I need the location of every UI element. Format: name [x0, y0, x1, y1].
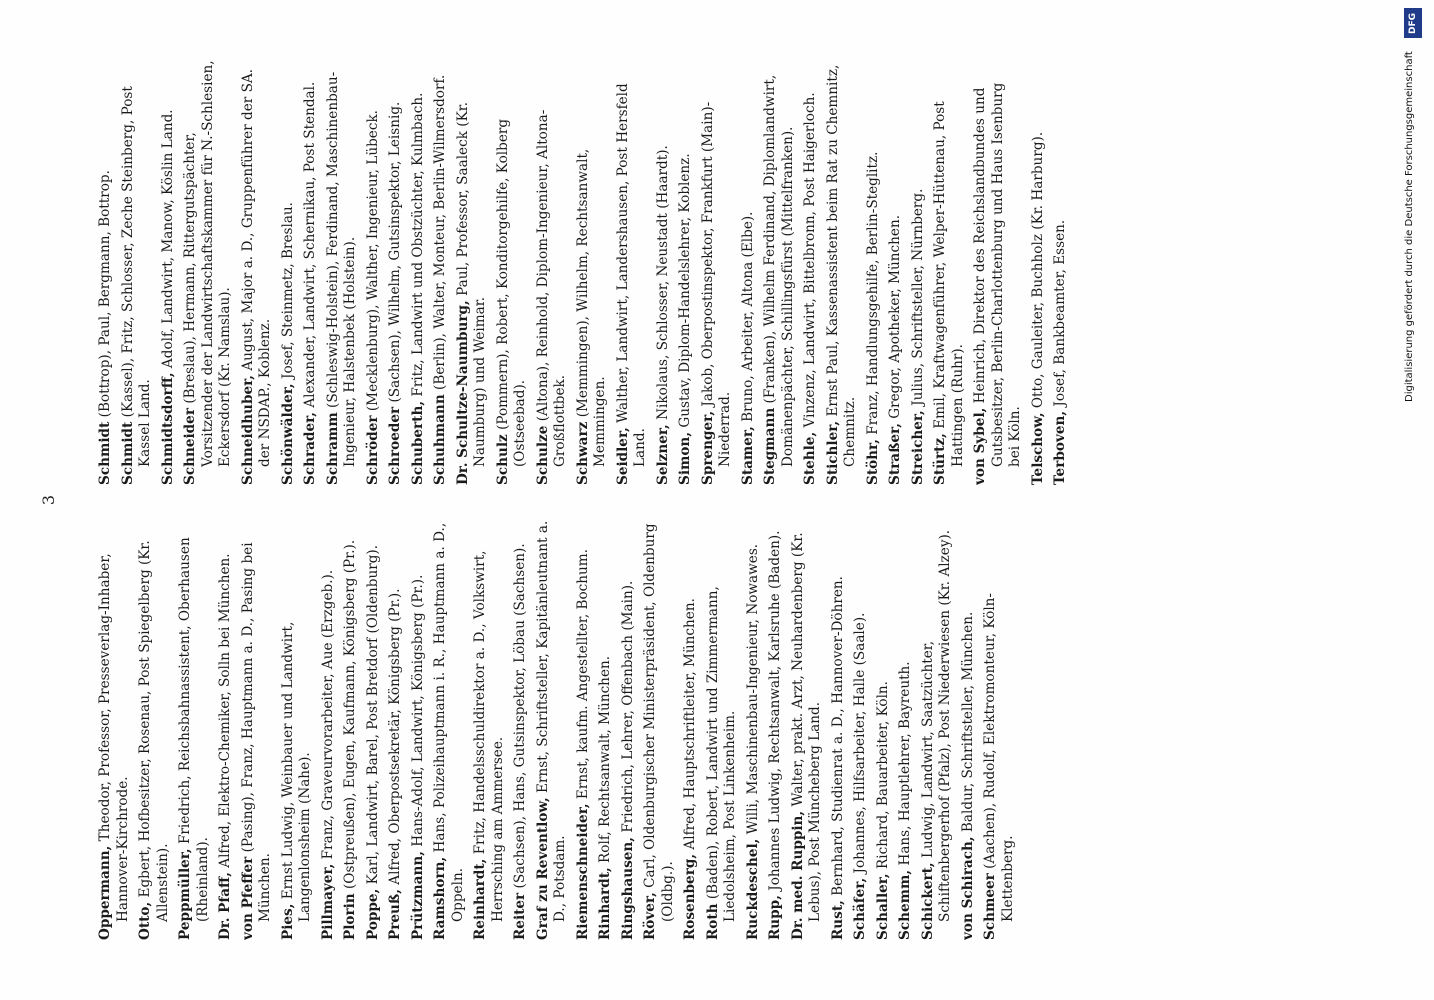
list-item [280, 60, 298, 485]
entry-details: (Sachsen), Hans, Gutsinspektor, Löbau (Sachsen). [512, 543, 528, 889]
entry-name: Ramshorn, [432, 856, 448, 940]
entry-name: Rinhardt, [597, 867, 613, 940]
list-item [342, 515, 360, 940]
entry-details: (Franken), Wilhelm Ferdinand, Diplomlandwirt, Domänenpächter, Schillingsfürst (Mittelfranken). [762, 74, 796, 467]
list-item [432, 515, 467, 940]
entry-name: Stöhr, [864, 439, 881, 485]
entry-details: (Pommern), Robert, Konditorgehilfe, Kolberg (Ostseebad). [494, 118, 528, 467]
list-item [280, 515, 315, 940]
entry-name: Reiter [512, 892, 528, 940]
list-item [767, 515, 785, 940]
entry-name: Dr. med. Ruppin, [789, 810, 806, 940]
list-item [982, 515, 1017, 940]
entry-details: Baldur, Schriftsteller, München. [959, 611, 976, 833]
entry-name: Stehle, [802, 431, 818, 485]
entry-columns [97, 60, 1357, 940]
entry-details: Johannes Ludwig, Rechtsanwalt, Karlsruhe (Baden). [767, 530, 783, 891]
entry-name: Plorin [342, 893, 358, 940]
entry-details: Friedrich, Lehrer, Offenbach (Main). [619, 580, 636, 833]
page-number: 3 [39, 494, 58, 506]
list-item [745, 515, 763, 940]
entry-details: Walther, Landwirt, Landershausen, Post Hersfeld Land. [614, 83, 648, 467]
entry-name: Schickert, [919, 862, 936, 940]
list-item [642, 515, 677, 940]
entry-details: Fritz, Landwirt und Obstzüchter, Kulmbach. [409, 92, 426, 397]
entry-name: Streicher, [909, 410, 926, 485]
column-left [97, 515, 1357, 940]
entry-details: Ernst Paul, Kassenassistent beim Rat zu Chemnitz, Chemnitz. [824, 64, 858, 467]
entry-details: Otto, Gauleiter, Buchholz (Kr. Harburg). [1029, 131, 1046, 409]
entry-details: Gregor, Apotheker, München. [887, 214, 903, 419]
entry-details: (Mecklenburg), Walther, Ingenieur, Lübeck. [364, 110, 381, 412]
list-item [97, 515, 132, 940]
entry-name: von Schirach, [959, 836, 976, 940]
entry-name: Preuß, [387, 889, 403, 940]
entry-name: Otto, [137, 901, 153, 940]
entry-name: Schaller, [874, 873, 891, 940]
entry-name: Stürtz, [932, 433, 948, 485]
list-item [830, 515, 848, 940]
entry-details: Egbert, Hofbesitzer, Rosenau, Post Spiegelberg (Kr. Allenstein). [137, 540, 171, 922]
entry-details: Karl, Landwirt, Barel, Post Bretdorf (Oldenburg). [364, 544, 381, 885]
entry-details: (Altona), Reinhold, Diplom-Ingenieur, Altona-Großflottbek. [534, 109, 568, 467]
entry-name: Schramm [324, 412, 341, 485]
column-right [97, 60, 1357, 485]
entry-name: Poppe, [364, 888, 381, 940]
entry-details: Alfred, Elektro-Chemiker, Solln bei München. [217, 553, 233, 868]
entry-details: Johannes, Hilfsarbeiter, Halle (Saale). [852, 612, 868, 874]
list-item [852, 515, 870, 940]
entry-name: Prützmann, [409, 851, 426, 940]
entry-name: Schulze [534, 425, 551, 485]
entry-name: Röver, [642, 892, 658, 940]
list-item [472, 515, 507, 940]
entry-name: Schemm, [897, 869, 913, 940]
entry-name: Graf zu Reventlow, [534, 797, 551, 940]
dfg-sidebar [1400, 8, 1426, 992]
entry-details: Adolf, Landwirt, Manow, Köslin Land. [159, 109, 176, 369]
list-item [240, 515, 275, 940]
entry-name: Rust, [829, 900, 846, 940]
list-item [825, 60, 860, 485]
entry-details: (Pasing), Franz, Hauptmann a. D., Pasing bei München. [239, 542, 273, 922]
list-item [705, 515, 740, 940]
list-item [387, 60, 405, 485]
list-item [615, 60, 650, 485]
entry-details: (Ostpreußen), Eugen, Kaufmann, Königsberg (Pr.). [342, 539, 358, 889]
entry-name: Stichler, [824, 420, 841, 485]
list-item [217, 515, 235, 940]
list-item [410, 515, 428, 940]
entry-details: Paul, Professor, Saaleck (Kr. Naumburg) und Weimar. [454, 101, 488, 467]
entry-name: Pillmayer, [319, 863, 336, 940]
entry-details: Julius, Schriftsteller, Nürnberg. [909, 188, 926, 406]
entry-name: Schulz [494, 434, 511, 485]
entry-details: Josef, Bankbeamter, Essen. [1052, 219, 1068, 407]
list-item [97, 60, 115, 485]
entry-name: Schneidhuber, [239, 374, 256, 485]
entry-details: Emil, Kraftwagenführer, Welper-Hüttenau, Post Hattingen (Ruhr). [932, 101, 966, 467]
list-item [897, 515, 915, 940]
entry-details: Ernst, Schriftsteller, Kapitänleutnant a. D., Potsdam. [534, 520, 568, 922]
entry-details: Alfred, Hauptschriftleiter, München. [682, 598, 698, 850]
list-item [920, 515, 955, 940]
list-item [700, 60, 735, 485]
entry-details: Rolf, Rechtsanwalt, München. [597, 655, 613, 863]
list-item [160, 60, 178, 485]
list-item [535, 515, 570, 940]
dfg-logo-icon: DFG [1404, 8, 1422, 38]
entry-name: Oppermann, [97, 845, 113, 940]
list-item [762, 60, 797, 485]
list-item [597, 515, 615, 940]
list-item [740, 60, 758, 485]
entry-details: (Kassel), Fritz, Schlosser, Zeche Steinberg, Post Kassel Land. [119, 86, 153, 467]
entry-name: Schmidt [97, 421, 113, 485]
list-item [1030, 60, 1048, 485]
entry-details: Hans-Adolf, Landwirt, Königsberg (Pr.). [409, 574, 426, 847]
entry-details: Alexander, Landwirt, Schernikau, Post Stendal. [302, 81, 318, 408]
entry-name: Dr. Pfaff, [217, 872, 233, 940]
entry-name: Riemenschneider, [574, 803, 591, 940]
list-item [932, 60, 967, 485]
list-item [677, 60, 695, 485]
entry-details: August, Major a. D., Gruppenführer der SA. der NSDAP., Koblenz. [239, 68, 273, 467]
entry-details: (Berlin), Walter, Monteur, Berlin-Wilmersdorf. [432, 74, 448, 390]
list-item [240, 60, 275, 485]
entry-details: Theodor, Professor, Presseverlag-Inhaber, Hannover-Kirchrode. [97, 553, 131, 922]
entry-name: Roth [704, 903, 721, 940]
list-item [802, 60, 820, 485]
list-item [455, 60, 490, 485]
entry-details: Franz, Handlungsgehilfe, Berlin-Steglitz. [864, 151, 881, 435]
entry-name: Schmidt [119, 421, 136, 485]
entry-name: Peppmüller, [177, 848, 193, 940]
entry-details: Nikolaus, Schlosser, Neustadt (Haardt). [654, 145, 671, 420]
entry-details: (Breslau), Hermann, Rittergutspächter, Vorsitzender der Landwirtschaftskammer für N.-Schlesien, Eckersdorf (Kr. Namslau). [182, 60, 233, 467]
entry-name: Pies, [279, 903, 296, 940]
list-item [575, 515, 593, 940]
list-item [325, 60, 360, 485]
entry-name: von Sybel, [972, 407, 988, 485]
entry-name: Schönwälder, [279, 383, 296, 485]
entry-details: (Schleswig-Holstein), Ferdinand, Maschinenbau-Ingenieur, Halstenbek (Holstein). [324, 71, 358, 467]
list-item [960, 515, 978, 940]
entry-details: Ernst, kaufm. Angestellter, Bochum. [574, 548, 591, 800]
entry-name: Schwarz [574, 421, 591, 485]
list-item [410, 60, 428, 485]
list-item [137, 515, 172, 940]
entry-name: Schuhmann [432, 394, 448, 485]
list-item [535, 60, 570, 485]
entry-details: Willi, Maschinenbau-Ingenieur, Nowawes. [744, 543, 761, 835]
entry-details: (Aachen), Rudolf, Elektromonteur, Köln-Klettenberg. [982, 592, 1016, 922]
list-item [875, 515, 893, 940]
entry-details: Vinzenz, Landwirt, Bittelbronn, Post Haigerloch. [802, 92, 818, 428]
entry-name: Ruckdeschel, [744, 838, 761, 940]
entry-name: Sprenger, [699, 410, 716, 485]
entry-details: (Memmingen), Wilhelm, Rechtsanwalt, Memmingen. [574, 148, 608, 467]
entry-name: Terboven, [1052, 410, 1068, 485]
list-item [177, 515, 212, 940]
entry-name: Dr. Schultze-Naumburg, [454, 300, 471, 485]
entry-details: Gustav, Diplom-Handelslehrer, Koblenz. [677, 153, 693, 428]
list-item [1052, 60, 1070, 485]
entry-details: Jakob, Oberpostinspektor, Frankfurt (Main)-Niederrad. [699, 101, 733, 467]
list-item [910, 60, 928, 485]
entry-details: Franz, Graveurvorarbeiter, Aue (Erzgeb.). [319, 569, 336, 860]
list-item [365, 515, 383, 940]
entry-details: Friedrich, Reichsbahnassistent, Oberhausen (Rheinland). [177, 537, 211, 922]
entry-details: Walter, prakt. Arzt, Neuhardenberg (Kr. Lebus), Post Müncheberg Land. [789, 532, 823, 922]
list-item [365, 60, 383, 485]
list-item [120, 60, 155, 485]
entry-name: Schuberth, [409, 400, 426, 485]
entry-details: Carl, Oldenburgischer Ministerpräsident, Oldenburg (Oldbg.). [642, 523, 676, 922]
list-item [495, 60, 530, 485]
entry-name: Schmeer [982, 873, 998, 940]
rotated-page-content [27, 20, 1407, 980]
list-item [620, 515, 638, 940]
list-item [887, 60, 905, 485]
entry-name: Schröder [364, 415, 381, 485]
entry-details: Ludwig, Landwirt, Saatzüchter, Schiftenbergerhof (Pfalz), Post Niederwiesen (Kr. Alzey). [919, 529, 953, 922]
entry-name: Selzner, [654, 424, 671, 485]
list-item [790, 515, 825, 940]
entry-name: Straßer, [887, 423, 903, 485]
digitization-note: Digitalisierung gefördert durch die Deutsche Forschungsgemeinschaft [1404, 51, 1415, 402]
entry-details: Ernst Ludwig, Weinbauer und Landwirt, Langenlonsheim (Nahe). [279, 621, 313, 922]
list-item [655, 60, 673, 485]
list-item [432, 60, 450, 485]
entry-details: Heinrich, Direktor des Reichslandbundes und Gutsbesitzer, Berlin-Charlottenburg und Haus Isenburg bei Köln. [972, 82, 1023, 467]
entry-details: Alfred, Oberpostsekretär, Königsberg (Pr.). [387, 588, 403, 885]
entry-name: Ringshausen, [619, 837, 636, 940]
entry-name: Schrader, [302, 411, 318, 485]
entry-name: Simon, [677, 431, 693, 485]
entry-name: Schmidtsdorff, [159, 372, 176, 485]
entry-details: Josef, Steinmetz, Breslau. [279, 201, 296, 379]
list-item [512, 515, 530, 940]
list-item [972, 60, 1025, 485]
entry-details: Fritz, Handelsschuldirektor a. D., Volkswirt, Herrsching am Ammersee. [472, 550, 506, 922]
entry-details: Bernhard, Studienrat a. D., Hannover-Döhren. [829, 576, 846, 896]
entry-name: Seidler, [614, 427, 631, 485]
list-item [575, 60, 610, 485]
entry-details: Bruno, Arbeiter, Altona (Elbe). [739, 211, 756, 422]
entry-details: (Bottrop), Paul, Bergmann, Bottrop. [97, 170, 113, 418]
list-item [387, 515, 405, 940]
entry-name: von Pfeffer [239, 856, 256, 940]
list-item [182, 60, 235, 485]
entry-name: Stegmann [762, 407, 778, 485]
entry-name: Telschow, [1029, 412, 1046, 485]
entry-details: Hans, Hauptlehrer, Bayreuth. [897, 661, 913, 866]
list-item [682, 515, 700, 940]
entry-details: (Sachsen), Wilhelm, Gutsinspektor, Leisnig. [387, 101, 403, 403]
entry-details: Hans, Polizeihauptmann i. R., Hauptmann a. D., Oppeln. [432, 522, 466, 922]
entry-name: Schäfer, [852, 877, 868, 940]
entry-name: Rosenberg, [682, 853, 698, 940]
list-item [302, 60, 320, 485]
entry-name: Schneider [182, 408, 198, 485]
list-item [865, 60, 883, 485]
entry-details: (Baden), Robert, Landwirt und Zimmermann, Liedolsheim, Post Linkenheim. [704, 586, 738, 922]
entry-name: Stamer, [739, 426, 756, 485]
entry-name: Rupp, [767, 895, 783, 940]
entry-details: Richard, Bauarbeiter, Köln. [874, 681, 891, 869]
entry-name: Schroeder [387, 406, 403, 485]
entry-name: Reinhardt, [472, 858, 488, 940]
list-item [320, 515, 338, 940]
